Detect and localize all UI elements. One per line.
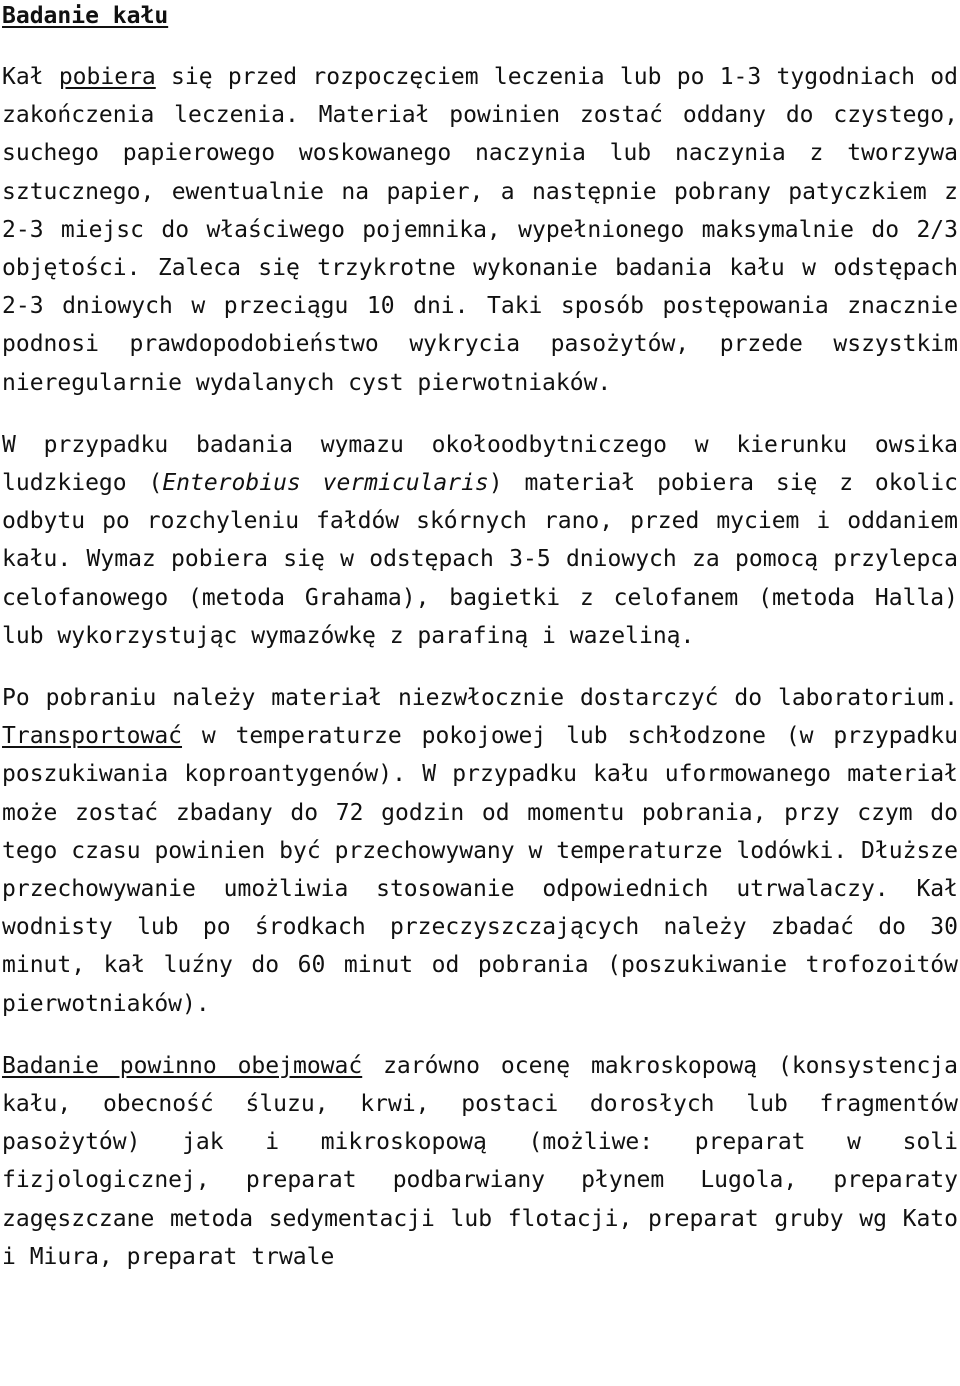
paragraph-text: się przed rozpoczęciem leczenia lub po 1-3 tygodniach od zakończenia leczenia. Materiał powinien zostać oddany do czystego, suchego papierowego woskowanego naczynia lub naczynia z tworzywa sztucznego, ewentualnie na papier, a następnie pobrany patyczkiem z 2-3 miejsc do właściwego pojemnika, wypełnionego maksymalnie do 2/3 objętości. Zaleca się trzykrotne wykonanie badania kału w odstępach 2-3 dniowych w przeciągu 10 dni. Taki sposób postępowania znacznie podnosi prawdopodobieństwo wykrycia pasożytów, przede wszystkim nieregularnie wydalanych cyst pierwotniaków.	[2, 64, 958, 396]
paragraph-pinworm-swab	[2, 426, 958, 655]
transportowac-link[interactable]: Transportować	[2, 723, 183, 750]
badanie-powinno-obejmowac-link[interactable]: Badanie powinno obejmować	[2, 1052, 363, 1079]
paragraph-text: Kał	[2, 64, 59, 90]
paragraph-text: w temperaturze pokojowej lub schłodzone (w przypadku poszukiwania koproantygenów). W przypadku kału uformowanego materiał może zostać zbadany do 72 godzin od momentu pobrania, przy czym do tego czasu powinien być przechowywany w temperaturze lodówki. Dłuższe przechowywanie umożliwia stosowanie odpowiednich utrwalaczy. Kał wodnisty lub po środkach przeczyszczających należy zbadać do 30 minut, kał luźny do 60 minut od pobrania (poszukiwanie trofozoitów pierwotniaków).	[2, 723, 958, 1017]
paragraph-text: Po pobraniu należy materiał niezwłocznie dostarczyć do laboratorium.	[2, 685, 958, 712]
page-title: Badanie kału	[2, 3, 169, 29]
paragraph-examination	[2, 1047, 958, 1276]
paragraph-text: zarówno ocenę makroskopową (konsystencja kału, obecność śluzu, krwi, postaci dorosłych lub fragmentów pasożytów) jak i mikroskopową (możliwe: preparat w soli fizjologicznej, preparat podbarwiany płynem Lugola, preparaty zagęszczane metoda sedymentacji lub flotacji, preparat gruby wg Kato i Miura, preparat trwale	[2, 1052, 959, 1270]
paragraph-transport	[2, 679, 958, 1023]
pobiera-link[interactable]: pobiera	[58, 64, 156, 90]
species-name: Enterobius vermicularis	[162, 470, 489, 497]
paragraph-text: W przypadku badania wymazu okołoodbytniczego w kierunku owsika ludzkiego (	[2, 431, 958, 497]
paragraph-text: ) materiał pobiera się z okolic odbytu po rozchyleniu fałdów skórnych rano, przed myciem i oddaniem kału. Wymaz pobiera się w odstępach 3-5 dniowych za pomocą przylepca celofanowego (metoda Grahama), bagietki z celofanem (metoda Halla) lub wykorzystując wymazówkę z parafiną i wazeliną.	[2, 470, 958, 649]
paragraph-collection	[2, 58, 958, 402]
